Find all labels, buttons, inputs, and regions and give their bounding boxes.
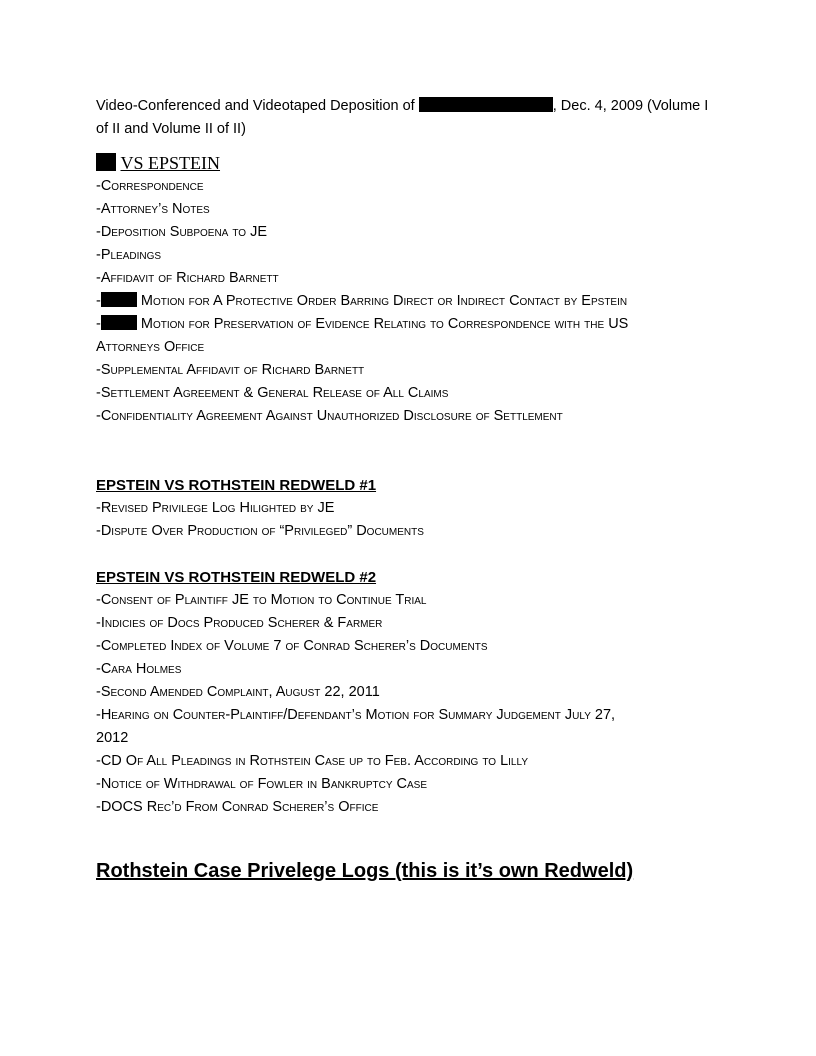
list-item: -Consent of Plaintiff JE to Motion to Continue Trial [96, 592, 427, 608]
footer-title: Rothstein Case Privelege Logs (this is it’s own Redweld) [96, 860, 634, 882]
list-item: -Dispute Over Production of “Privileged” Documents [96, 523, 424, 539]
list-item-continuation: Attorneys Office [96, 339, 205, 355]
list-item: -Hearing on Counter-Plaintiff/Defendant’s Motion for Summary Judgement July 27, [96, 707, 616, 723]
motion1-text: Motion for A Protective Order Barring Direct or Indirect Contact by Epstein [140, 293, 628, 309]
redaction-bar [96, 153, 116, 171]
intro-line2: of II and Volume II of II) [96, 121, 246, 137]
case1-heading [96, 151, 720, 175]
deposition-intro [96, 95, 720, 141]
list-item-continuation: 2012 [96, 730, 129, 746]
intro-suffix: , Dec. 4, 2009 (Volume I [552, 98, 709, 114]
motion2-text: Motion for Preservation of Evidence Relating to Correspondence with the US [140, 316, 629, 332]
list-item: -Deposition Subpoena to JE [96, 224, 268, 240]
list-item: -Attorney’s Notes [96, 201, 210, 217]
redweld2-title: EPSTEIN VS ROTHSTEIN REDWELD #2 [96, 569, 377, 586]
redaction-bar [101, 315, 137, 330]
case1-heading-text: VS EPSTEIN [120, 153, 221, 173]
redaction-bar [419, 97, 553, 112]
list-item: -Supplemental Affidavit of Richard Barnett [96, 362, 365, 378]
list-item: -Pleadings [96, 247, 162, 263]
list-item: -Notice of Withdrawal of Fowler in Bankruptcy Case [96, 776, 428, 792]
list-item: -Indicies of Docs Produced Scherer & Farmer [96, 615, 383, 631]
list-item-motion-preservation: - Motion for Preservation of Evidence Relating to Correspondence with the US [96, 316, 629, 332]
list-item: -Second Amended Complaint, August 22, 2011 [96, 684, 380, 700]
list-item: -Settlement Agreement & General Release of All Claims [96, 385, 449, 401]
intro-prefix: Video-Conferenced and Videotaped Deposition of [96, 98, 415, 114]
list-item: -Cara Holmes [96, 661, 182, 677]
redaction-bar [101, 292, 137, 307]
list-item: -Confidentiality Agreement Against Unauthorized Disclosure of Settlement [96, 408, 563, 424]
document-page [96, 95, 720, 885]
redweld1-title: EPSTEIN VS ROTHSTEIN REDWELD #1 [96, 477, 377, 494]
list-item: -Correspondence [96, 178, 204, 194]
list-item: -DOCS Rec’d From Conrad Scherer’s Office [96, 799, 379, 815]
list-item: -Completed Index of Volume 7 of Conrad Scherer’s Documents [96, 638, 488, 654]
list-item: -Affidavit of Richard Barnett [96, 270, 279, 286]
list-item-motion-protective-order: - Motion for A Protective Order Barring Direct or Indirect Contact by Epstein [96, 293, 628, 309]
list-item: -CD Of All Pleadings in Rothstein Case up to Feb. According to Lilly [96, 753, 528, 769]
list-item: -Revised Privilege Log Hilighted by JE [96, 500, 335, 516]
